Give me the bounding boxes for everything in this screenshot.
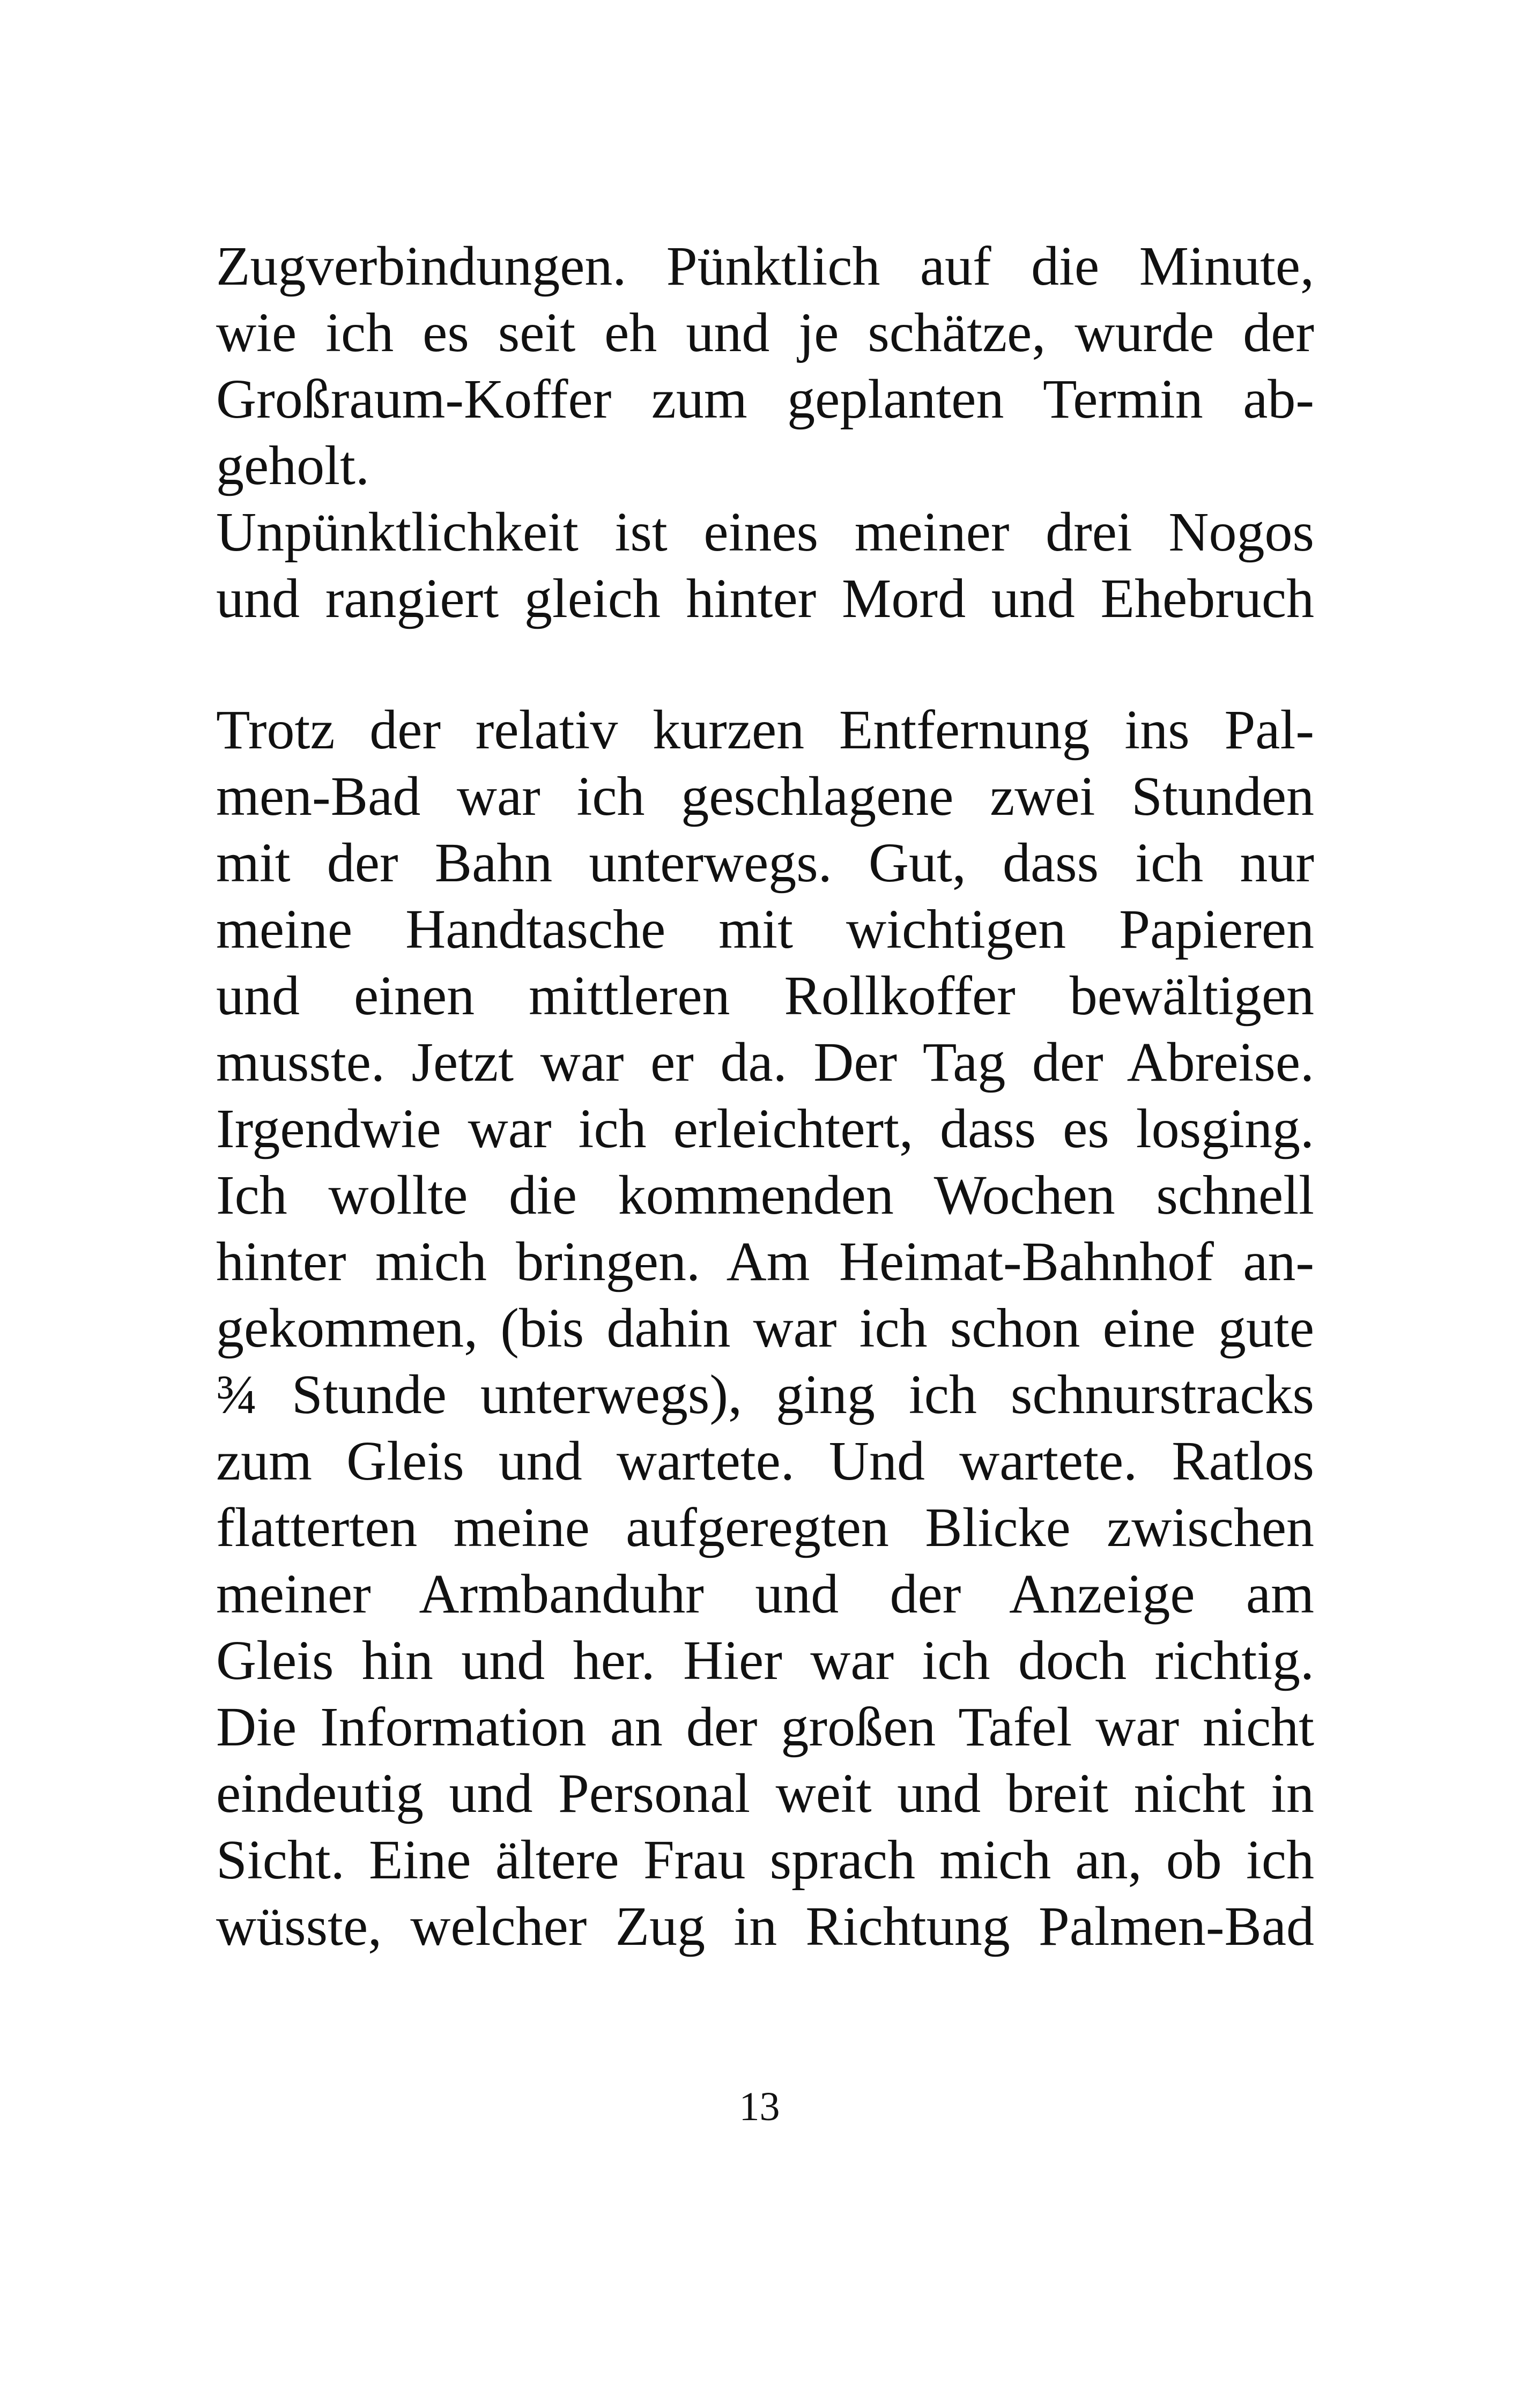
text-line: geholt.	[216, 435, 369, 496]
text-line: mit der Bahn unterwegs. Gut, dass ich nur	[216, 832, 1314, 894]
text-line: Gleis hin und her. Hier war ich doch richtig.	[216, 1630, 1314, 1691]
text-line: musste. Jetzt war er da. Der Tag der Abreise.	[216, 1031, 1314, 1093]
text-line: meiner Armbanduhr und der Anzeige am	[216, 1563, 1314, 1625]
text-line: flatterten meine aufgeregten Blicke zwischen	[216, 1497, 1314, 1558]
text-line: Unpünktlichkeit ist eines meiner drei Nogos	[216, 501, 1314, 563]
text-line: Großraum-Koffer zum geplanten Termin ab-	[216, 368, 1314, 430]
text-line: men-Bad war ich geschlagene zwei Stunden	[216, 765, 1314, 827]
text-line: Zugverbindungen. Pünktlich auf die Minute,	[216, 235, 1314, 297]
paragraph-3	[216, 697, 1314, 1960]
text-block-top	[216, 233, 1314, 632]
text-line: Trotz der relativ kurzen Entfernung ins Pal-	[216, 699, 1314, 761]
text-line: hinter mich bringen. Am Heimat-Bahnhof an-	[216, 1231, 1314, 1292]
text-line: wie ich es seit eh und je schätze, wurde der	[216, 302, 1314, 363]
text-line: Irgendwie war ich erleichtert, dass es losging.	[216, 1098, 1314, 1160]
text-line: Ich wollte die kommenden Wochen schnell	[216, 1164, 1314, 1226]
text-block-main	[216, 697, 1314, 1960]
paragraph-2	[216, 499, 1314, 632]
paragraph-1	[216, 233, 1314, 499]
text-line: und rangiert gleich hinter Mord und Ehebruch	[216, 568, 1314, 629]
text-line: ¾ Stunde unterwegs), ging ich schnurstracks	[216, 1364, 1314, 1425]
text-line: Sicht. Eine ältere Frau sprach mich an, ob ich	[216, 1829, 1314, 1891]
text-line: meine Handtasche mit wichtigen Papieren	[216, 898, 1314, 960]
text-line: Die Information an der großen Tafel war nicht	[216, 1696, 1314, 1758]
page-number: 13	[739, 2084, 780, 2129]
text-line: und einen mittleren Rollkoffer bewältigen	[216, 965, 1314, 1027]
text-line: gekommen, (bis dahin war ich schon eine gute	[216, 1297, 1314, 1359]
text-line: zum Gleis und wartete. Und wartete. Ratlos	[216, 1430, 1314, 1492]
text-line: wüsste, welcher Zug in Richtung Palmen-Bad	[216, 1896, 1314, 1957]
text-line: eindeutig und Personal weit und breit nicht in	[216, 1763, 1314, 1824]
